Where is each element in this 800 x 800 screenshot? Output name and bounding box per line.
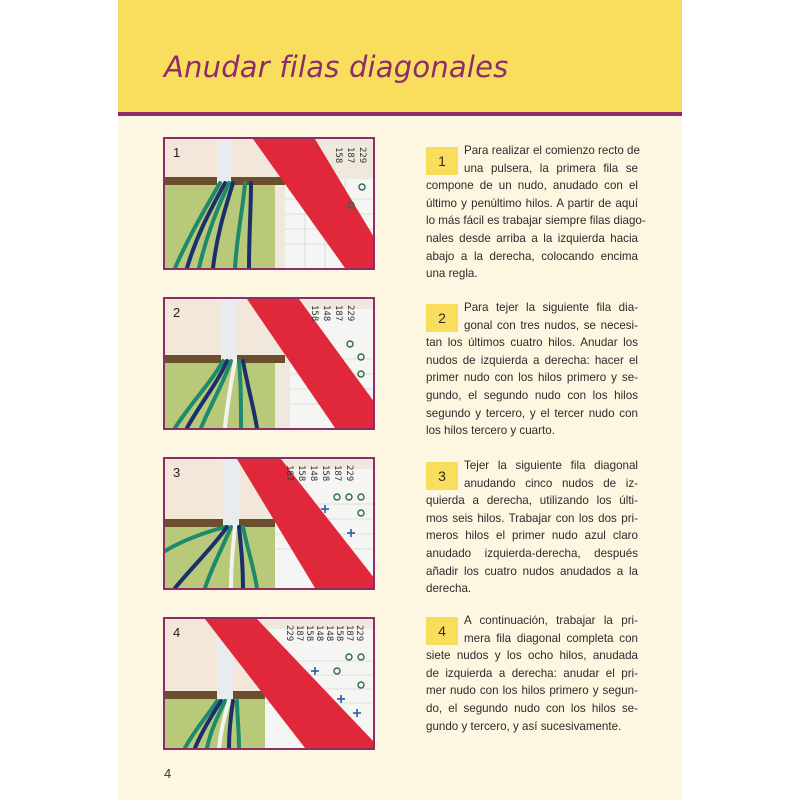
photo-number: 1 [173, 145, 181, 160]
step-text-line: Para tejer la siguiente fila dia- [464, 301, 638, 314]
step-text-line: lo más fácil es trabajar siempre filas diago- [426, 214, 646, 228]
photo-number: 3 [173, 465, 181, 480]
step-text-line: siete nudos y los ocho hilos, anudada [426, 649, 638, 663]
step-text-line: A continuación, trabajar la pri- [464, 614, 638, 627]
step-text-line: segundo y tercero, y el tercer nudo con [426, 406, 638, 420]
step-text-line: tan los últimos cuatro hilos. Anudar los [426, 336, 638, 350]
step-text-line: una regla. [426, 267, 478, 281]
step-text-line: anudado izquierda-derecha, después [426, 546, 638, 560]
step-text-line: derecha. [426, 582, 472, 596]
step-text-line: los hilos tercero y cuarto. [426, 424, 555, 438]
svg-text:187: 187 [344, 625, 354, 642]
svg-text:148: 148 [314, 625, 324, 642]
svg-text:148: 148 [324, 625, 334, 642]
step-text-line: añadir los cuatro nudos anudados a la [426, 564, 638, 578]
step-text-line: Tejer la siguiente fila diagonal [464, 459, 638, 472]
bracelet-photo-icon [165, 299, 373, 428]
step-text-line: una pulsera, la primera fila se [464, 161, 638, 175]
step-text-line: nudos de izquierda a derecha: hacer el [426, 353, 638, 367]
step-text-line: de izquierda a derecha: anudar el pri- [426, 666, 638, 680]
step-text-line: anudando cinco nudos de iz- [464, 476, 638, 490]
step-photo-1 [163, 137, 375, 270]
svg-text:148: 148 [321, 305, 331, 322]
step-photo-2 [163, 297, 375, 430]
bracelet-photo-icon [165, 139, 373, 268]
step-text-line: quierda a derecha, utilizando los últi- [426, 494, 638, 508]
svg-text:229: 229 [344, 465, 354, 482]
svg-text:158: 158 [309, 305, 319, 322]
step-2 [426, 299, 638, 440]
step-text-line: compone de un nudo, anudado con el [426, 179, 638, 193]
step-text-line: meros hilos el primer nudo azul claro [426, 529, 638, 543]
page-title: Anudar filas diagonales [164, 50, 509, 84]
step-text-line: do, el segundo nudo con los hilos se- [426, 701, 638, 715]
svg-text:229: 229 [284, 625, 294, 642]
svg-text:187: 187 [294, 625, 304, 642]
photo-number: 4 [173, 625, 181, 640]
svg-text:158: 158 [296, 465, 306, 482]
step-text-line: gundo y tercero, y así sucesivamente. [426, 719, 622, 733]
svg-text:158: 158 [333, 147, 343, 164]
step-text-line: último y penúltimo hilos. A partir de aquí [426, 196, 638, 210]
svg-text:229: 229 [354, 625, 364, 642]
svg-text:187: 187 [345, 147, 355, 164]
svg-text:229: 229 [345, 305, 355, 322]
step-text-line: mer nudo con los hilos primero y segun- [426, 684, 638, 698]
step-text-line: primer nudo con los hilos primero y se- [426, 371, 638, 385]
step-text-line: gundo, el segundo nudo con los hilos [426, 388, 638, 402]
svg-text:229: 229 [357, 147, 367, 164]
step-3 [426, 457, 638, 598]
svg-text:158: 158 [334, 625, 344, 642]
bracelet-photo-icon [165, 459, 373, 588]
step-photo-4 [163, 617, 375, 750]
step-text-line: mera fila diagonal completa con [464, 631, 638, 645]
step-text-line: nales desde arriba a la izquierda hacia [426, 231, 638, 245]
step-1 [426, 142, 646, 283]
step-text-line: gonal con tres nudos, se necesi- [464, 318, 638, 332]
step-number-badge: 1 [426, 147, 458, 175]
step-text-line: Para realizar el comienzo recto de [464, 144, 640, 157]
svg-text:148: 148 [308, 465, 318, 482]
svg-text:187: 187 [333, 305, 343, 322]
step-photo-3 [163, 457, 375, 590]
step-4 [426, 612, 638, 735]
step-number-badge: 2 [426, 304, 458, 332]
page-number: 4 [164, 766, 172, 781]
step-number-badge: 3 [426, 462, 458, 490]
svg-text:158: 158 [320, 465, 330, 482]
bracelet-photo-icon [165, 619, 373, 748]
step-text-line: abajo a la derecha, colocando encima [426, 249, 638, 263]
page [118, 0, 682, 800]
step-number-badge: 4 [426, 617, 458, 645]
step-text-line: mos seis hilos. Trabajar con los dos pri- [426, 511, 638, 525]
photo-number: 2 [173, 305, 181, 320]
svg-text:187: 187 [332, 465, 342, 482]
header-band [118, 0, 682, 116]
svg-text:158: 158 [304, 625, 314, 642]
svg-text:187: 187 [284, 465, 294, 482]
